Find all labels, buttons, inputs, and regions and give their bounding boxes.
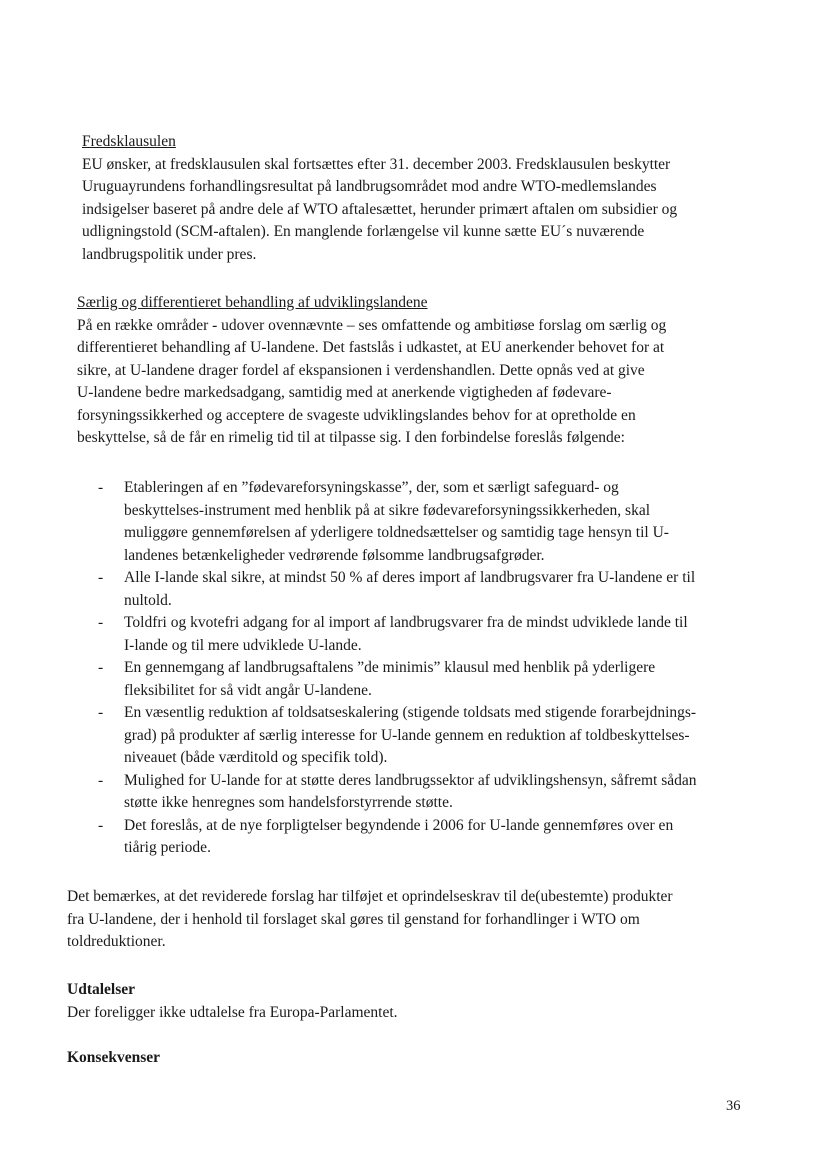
list-item bbox=[98, 770, 758, 815]
dash-bullet: - bbox=[98, 816, 104, 834]
bullet-list-container bbox=[98, 477, 758, 860]
dash-bullet: - bbox=[98, 479, 104, 496]
list-item bbox=[98, 612, 758, 657]
section-udtalelser bbox=[67, 979, 767, 1024]
text-line: Toldfri og kvotefri adgang for al import af landbrugsvarer fra de mindst udviklede lande til bbox=[124, 614, 688, 631]
text-line: muliggøre gennemførelsen af yderligere toldnedsættelser og samtidig tage hensyn til U- bbox=[124, 524, 669, 541]
section-heading: Fredsklausulen bbox=[82, 133, 176, 150]
list-item bbox=[98, 567, 758, 612]
list-item bbox=[98, 657, 758, 702]
section-closing-remark bbox=[67, 886, 767, 954]
page-number: 36 bbox=[726, 1098, 741, 1114]
text-line: niveauet (både værditold og specifik told). bbox=[124, 749, 388, 766]
text-line: landbrugspolitik under pres. bbox=[82, 245, 257, 263]
section-saerlig-behandling bbox=[77, 292, 767, 450]
text-line: Der foreligger ikke udtalelse fra Europa-Parlamentet. bbox=[67, 1003, 398, 1021]
text-line: indsigelser baseret på andre dele af WTO aftalesættet, herunder primært aftalen om subsidier og bbox=[82, 200, 678, 218]
text-line: U-landene bedre markedsadgang, samtidig med at anerkende vigtigheden af fødevare- bbox=[77, 384, 612, 401]
text-line: Etableringen af en ”fødevareforsyningskasse”, der, som et særligt safeguard- og bbox=[124, 479, 619, 496]
text-line: toldreduktioner. bbox=[67, 933, 166, 950]
text-line: I-lande og til mere udviklede U-lande. bbox=[124, 636, 362, 654]
section-heading: Konsekvenser bbox=[67, 1049, 160, 1066]
list-item bbox=[98, 815, 758, 860]
section-fredsklausulen bbox=[82, 131, 762, 266]
text-line: fra U-landene, der i henhold til forslaget skal gøres til genstand for forhandlinger i WTO om bbox=[67, 910, 640, 928]
text-line: sikre, at U-landene drager fordel af ekspansionen i verdenshandlen. Dette opnås ved at give bbox=[77, 361, 645, 379]
section-heading: Udtalelser bbox=[67, 981, 136, 998]
text-line: Mulighed for U-lande for at støtte deres landbrugssektor af udviklingshensyn, såfremt sådan bbox=[124, 771, 697, 789]
paragraph bbox=[67, 886, 767, 954]
list-item bbox=[98, 702, 758, 770]
text-line: beskyttelses-instrument med henblik på at sikre fødevareforsyningssikkerheden, skal bbox=[124, 501, 651, 519]
text-line: støtte ikke henregnes som handelsforstyrrende støtte. bbox=[124, 794, 453, 811]
dash-bullet: - bbox=[98, 614, 104, 631]
proposal-bullet-list bbox=[98, 477, 758, 860]
paragraph bbox=[77, 315, 767, 450]
text-line: tiårig periode. bbox=[124, 839, 211, 856]
text-line: Alle I-lande skal sikre, at mindst 50 % af deres import af landbrugsvarer fra U-landene er til bbox=[124, 569, 696, 586]
text-line: En gennemgang af landbrugsaftalens ”de minimis” klausul med henblik på yderligere bbox=[124, 659, 656, 676]
text-line: landenes betænkeligheder vedrørende følsomme landbrugsafgrøder. bbox=[124, 546, 545, 564]
dash-bullet: - bbox=[98, 569, 104, 586]
text-line: EU ønsker, at fredsklausulen skal fortsættes efter 31. december 2003. Fredsklausulen beskytter bbox=[82, 155, 671, 173]
text-line: Det bemærkes, at det reviderede forslag har tilføjet et oprindelseskrav til de(ubestemte) produkter bbox=[67, 888, 673, 905]
text-line: En væsentlig reduktion af toldsatseskalering (stigende toldsats med stigende forarbejdnings- bbox=[124, 704, 697, 721]
text-line: grad) på produkter af særlig interesse for U-lande gennem en reduktion af toldbeskyttelses- bbox=[124, 726, 690, 744]
dash-bullet: - bbox=[98, 704, 104, 721]
text-line: forsyningssikkerhed og acceptere de svageste udviklingslandes behov for at opretholde en bbox=[77, 406, 636, 424]
dash-bullet: - bbox=[98, 659, 104, 676]
text-line: nultold. bbox=[124, 591, 172, 609]
dash-bullet: - bbox=[98, 771, 104, 789]
text-line: udligningstold (SCM-aftalen). En manglende forlængelse vil kunne sætte EU´s nuværende bbox=[82, 223, 645, 240]
paragraph bbox=[82, 154, 762, 267]
text-line: beskyttelse, så de får en rimelig tid til at tilpasse sig. I den forbindelse foreslås følgende: bbox=[77, 429, 625, 446]
text-line: Uruguayrundens forhandlingsresultat på landbrugsområdet mod andre WTO-medlemslandes bbox=[82, 178, 657, 195]
text-line: Det foreslås, at de nye forpligtelser begyndende i 2006 for U-lande gennemføres over en bbox=[124, 816, 674, 834]
text-line: På en række områder - udover ovennævnte – ses omfattende og ambitiøse forslag om særlig og bbox=[77, 316, 667, 334]
text-line: differentieret behandling af U-landene. Det fastslås i udkastet, at EU anerkender behovet for at bbox=[77, 339, 665, 356]
list-item bbox=[98, 477, 758, 567]
section-heading: Særlig og differentieret behandling af udviklingslandene bbox=[77, 294, 428, 311]
text-line: fleksibilitet for så vidt angår U-landene. bbox=[124, 681, 372, 699]
section-konsekvenser bbox=[67, 1047, 767, 1070]
